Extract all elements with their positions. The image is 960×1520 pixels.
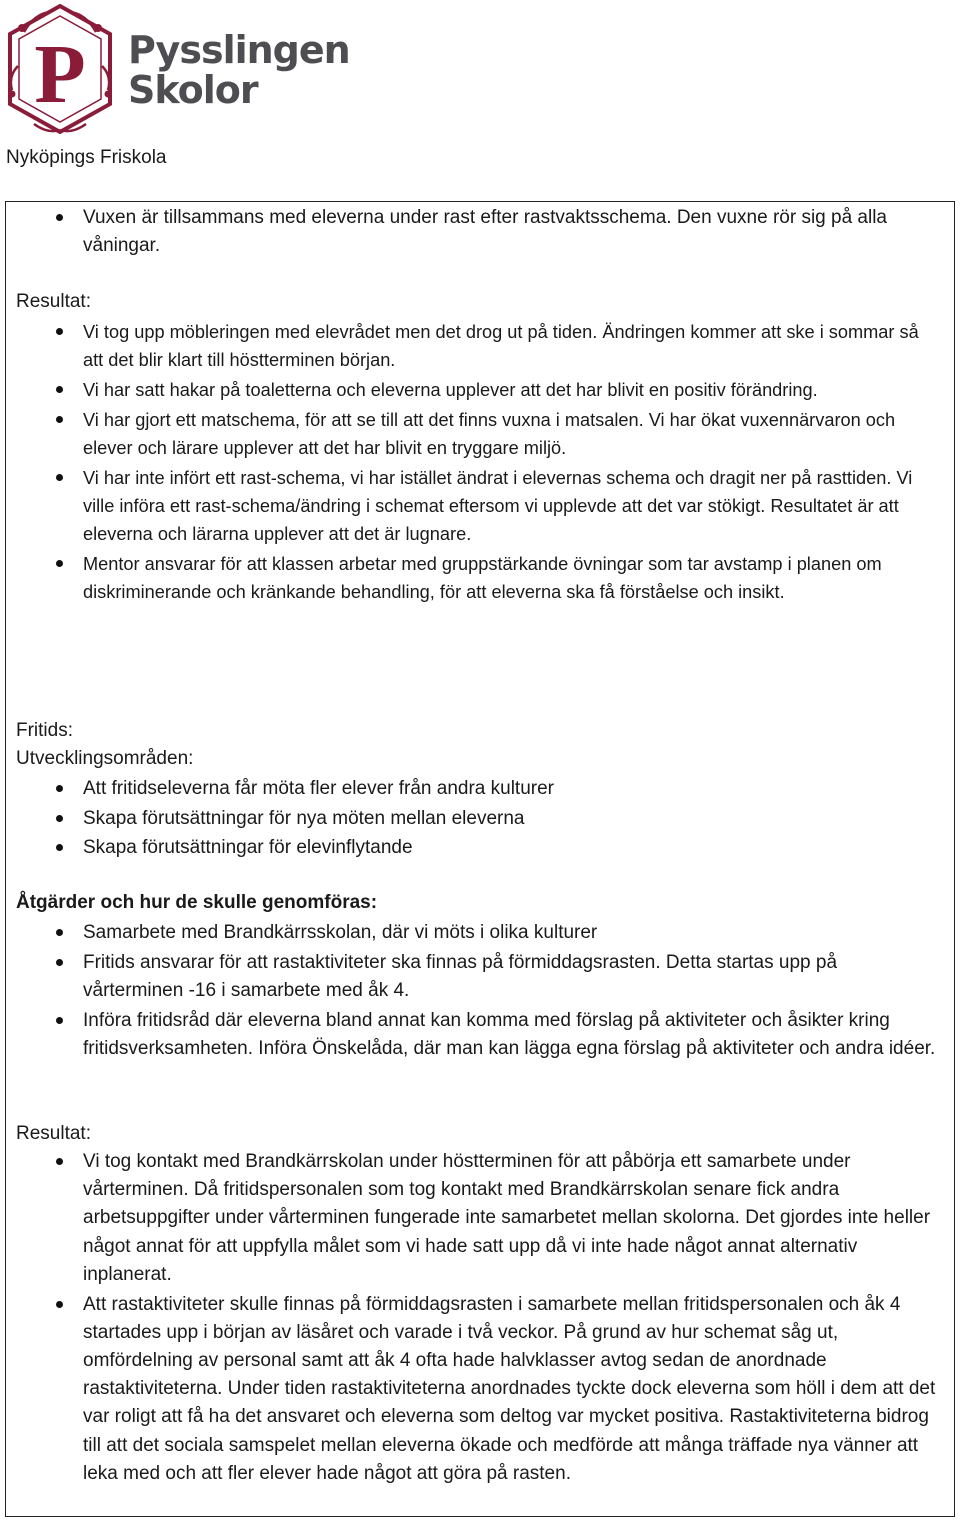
list-item: Skapa förutsättningar för elevinflytande <box>6 834 936 862</box>
brand-line-1: Pysslingen <box>128 28 350 72</box>
list-item: Vuxen är tillsammans med eleverna under rast efter rastvaktsschema. Den vuxne rör sig på alla våningar. <box>6 204 936 260</box>
list-item: Vi har inte infört ett rast-schema, vi har istället ändrat i elevernas schema och dragit ner på rasttiden. Vi ville införa ett rast-schema/ändring i schemat eftersom vi upplevde att det var stökigt. Resultatet är att eleverna och lärarna upplever att det är lugnare. <box>6 464 936 549</box>
document-frame <box>5 201 955 1517</box>
development-areas-list <box>6 775 936 864</box>
development-areas-heading: Utvecklingsområden: <box>16 748 194 769</box>
page-header <box>0 0 960 175</box>
fritids-results-list <box>6 1148 936 1489</box>
actions-list <box>6 919 936 1065</box>
brand-name <box>128 30 350 110</box>
list-item: Att fritidseleverna får möta fler elever från andra kulturer <box>6 775 936 803</box>
fritids-result-heading: Resultat: <box>16 1123 91 1144</box>
list-item: Samarbete med Brandkärrsskolan, där vi möts i olika kulturer <box>6 919 936 947</box>
list-item: Införa fritidsråd där eleverna bland annat kan komma med förslag på aktiviteter och åsikter kring fritidsverksamheten. Införa Önskelåda, där man kan lägga egna förslag på aktiviteter och andra idéer. <box>6 1007 936 1063</box>
brand-line-2: Skolor <box>128 68 258 112</box>
list-item: Vi tog upp möbleringen med elevrådet men det drog ut på tiden. Ändringen kommer att ske i sommar så att det blir klart till höstterminen början. <box>6 318 936 374</box>
actions-heading: Åtgärder och hur de skulle genomföras: <box>16 892 378 913</box>
pysslingen-logo-icon <box>4 2 116 142</box>
list-item: Vi har gjort ett matschema, för att se till att det finns vuxna i matsalen. Vi har ökat vuxennärvaron och elever och lärare upplever att det har blivit en tryggare miljö. <box>6 406 936 462</box>
list-item: Att rastaktiviteter skulle finnas på förmiddagsrasten i samarbete mellan fritidspersonalen och åk 4 startades upp i början av läsåret och varade i två veckor. På grund av hur schemat såg ut, omfördelning av personal samt att åk 4 ofta hade halvklasser avtog sedan de anordnade rastaktiviteterna. Under tiden rastaktiviteterna anordnades tyckte dock eleverna som höll i dem att det var roligt att få ha det ansvaret och eleverna som deltog var mycket positiva. Rastaktiviteterna bidrog till att det sociala samspelet mellan eleverna ökade och medförde att många träffade nya vänner att leka med och att fler elever hade något att göra på rasten. <box>6 1291 936 1488</box>
list-item: Mentor ansvarar för att klassen arbetar med gruppstärkande övningar som tar avstamp i planen om diskriminerande och kränkande behandling, för att eleverna ska få förståelse och insikt. <box>6 550 936 606</box>
fritids-heading: Fritids: <box>16 720 73 741</box>
section1-results-list <box>6 318 936 608</box>
list-item: Fritids ansvarar för att rastaktiviteter ska finnas på förmiddagsrasten. Detta startas upp på vårterminen -16 i samarbete med åk 4. <box>6 949 936 1005</box>
list-item: Skapa förutsättningar för nya möten mellan eleverna <box>6 805 936 833</box>
svg-text:P: P <box>34 28 86 121</box>
list-item: Vi har satt hakar på toaletterna och eleverna upplever att det har blivit en positiv förändring. <box>6 376 936 404</box>
school-name: Nyköpings Friskola <box>6 147 167 168</box>
section1-top-list <box>6 204 936 262</box>
section1-result-heading: Resultat: <box>16 291 91 312</box>
list-item: Vi tog kontakt med Brandkärrskolan under höstterminen för att påbörja ett samarbete under vårterminen. Då fritidspersonalen som tog kontakt med Brandkärrskolan senare fick andra arbetsuppgifter under vårterminen fungerade inte samarbetet mellan skolorna. Det gjordes inte heller något annat för att uppfylla målet som vi hade satt upp då vi inte hade något annat alternativ inplanerat. <box>6 1148 936 1289</box>
